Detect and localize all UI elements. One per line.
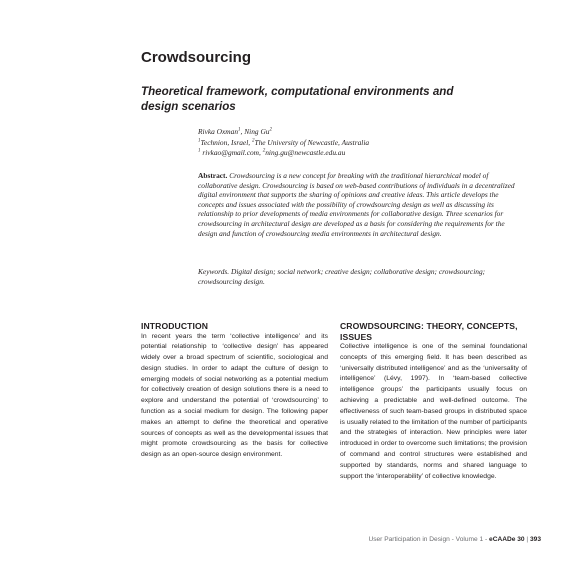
section-body: In recent years the term ‘collective intelligence’ and its potential relationship to ‘collective design’ has appeared widely over a broad spectrum of scientific, sociological and design studies. In order to adapt the culture of design to emerging models of social networking as a potential medium for collectively creation of design solutions there is a need to explore and understand the potential of ‘crowdsourcing’ to function as a social medium for design. The following paper makes an attempt to define the theoretical and operative sources of concepts as well as the developmental issues that might promote crowdsourcing as the basis for collective design as an open-source design environment.: [141, 332, 328, 459]
affiliation-marker: 1: [238, 127, 241, 133]
author-separator: ,: [240, 127, 245, 136]
author-name: Rivka Oxman: [198, 127, 239, 136]
author-affiliations: [198, 138, 518, 149]
affiliation-marker: 1: [198, 148, 201, 154]
page-number: 393: [529, 536, 541, 543]
keywords-label: Keywords.: [198, 267, 230, 276]
author-email: ning.gu@newcastle.edu.au: [265, 148, 346, 157]
affiliation-marker: 2: [251, 138, 255, 144]
keywords: [198, 267, 520, 286]
author-names: [198, 127, 518, 138]
author-email: rivkao@gmail.com,: [200, 148, 263, 157]
section-heading: INTRODUCTION: [141, 321, 209, 331]
affiliation: The University of Newcastle, Australia: [254, 137, 370, 147]
footer-separator: |: [524, 536, 530, 543]
affiliation: Technion, Israel,: [200, 137, 252, 147]
author-name: Ning Gu: [244, 127, 270, 136]
affiliation-marker: 1: [198, 138, 201, 144]
introduction-section: [141, 321, 328, 461]
page-footer: [368, 536, 541, 543]
paper-subtitle: Theoretical framework, computational environments and design scenarios: [141, 85, 454, 113]
author-block: [198, 127, 518, 159]
abstract-label: Abstract.: [198, 171, 228, 180]
running-footer-text: User Participation in Design - Volume 1 -: [368, 536, 490, 543]
abstract-text: Crowdsourcing is a new concept for breaking with the traditional hierarchical model of collaborative design. Crowdsourcing is based on web-based contributions of individuals in a decentralized digital environment that supports the sharing of opinions and creative ideas. This article develops the concepts and issues associated with the possibility of crowdsourcing design as well as discussing its relationship to prior developments of media environments for collaborative design. Three scenarios for crowdsourcing in architectural design are developed as a basis for considering the requirements for the design and function of crowdsourcing media environments in architectural design.: [198, 171, 515, 238]
abstract: [198, 171, 520, 238]
affiliation-marker: 2: [262, 148, 266, 154]
section-body: Collective intelligence is one of the seminal foundational concepts of this emerging field. It has been described as ‘universally distributed intelligence’ and as the ‘universality of intelligence’ (Lévy, 1997). In ‘team-based collective intelligence groups’ the participants usually focus on achieving a predictable and well-defined outcome. The effectiveness of such team-based groups in distributed space is usually related to the limitation of the number of participants and the strategies of interaction. New principles were later introduced in order to overcome such limitations; the provision of command and control structures were established and supported by standards, norms and shared language to support the ‘interoperability’ of collective knowledge.: [340, 343, 527, 480]
conference-name: eCAADe 30: [489, 536, 525, 543]
keywords-text: Digital design; social network; creative design; collaborative design; crowdsourcing; crowdsourcing design.: [198, 267, 486, 286]
paper-title: Crowdsourcing: [141, 49, 252, 66]
theory-section: [340, 321, 527, 482]
section-heading: CROWDSOURCING: THEORY, CONCEPTS, ISSUES: [340, 321, 518, 342]
affiliation-marker: 2: [269, 127, 272, 133]
author-emails: [198, 148, 518, 159]
